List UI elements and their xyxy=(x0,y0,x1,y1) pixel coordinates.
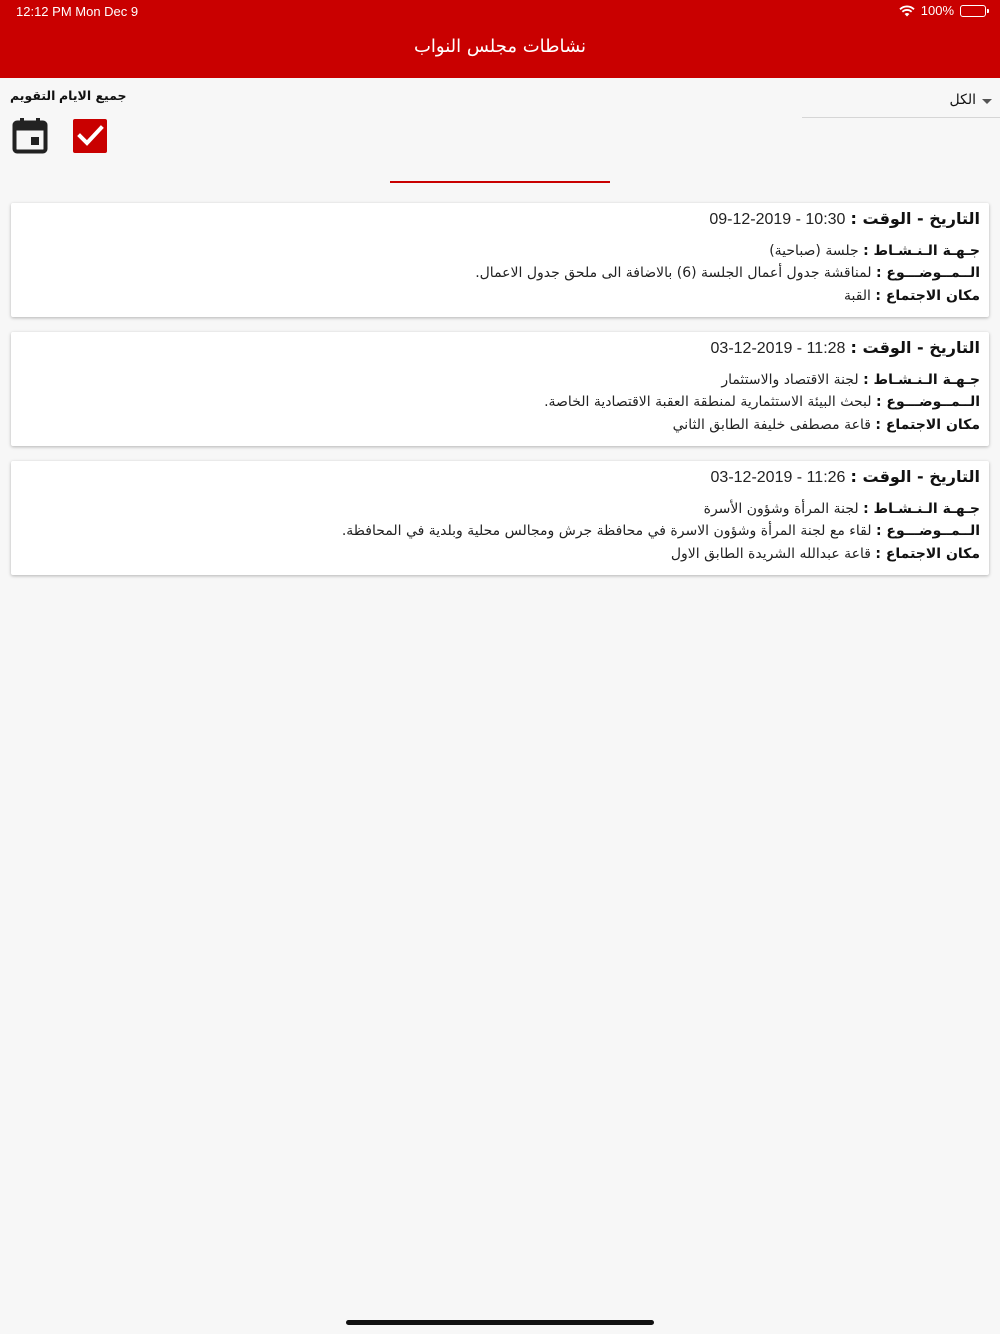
status-time: 12:12 PM Mon Dec 9 xyxy=(16,4,139,19)
wifi-icon xyxy=(899,5,915,17)
filter-dropdown[interactable] xyxy=(802,86,1000,118)
activity-subject-row xyxy=(342,523,980,539)
page-title: نشاطات مجلس النواب xyxy=(413,36,587,57)
activity-datetime-row xyxy=(711,338,980,358)
activity-party-row xyxy=(721,372,980,388)
activity-place-row xyxy=(673,417,980,433)
party-value: لجنة الاقتصاد والاستثمار xyxy=(721,372,859,388)
party-value: جلسة (صباحية) xyxy=(769,243,859,259)
place-value: القبة xyxy=(843,288,871,304)
datetime-label: التاريخ - الوقت : xyxy=(850,467,980,486)
activity-card[interactable] xyxy=(11,461,989,575)
activity-card[interactable] xyxy=(11,332,989,446)
place-label: مكان الاجتماع : xyxy=(875,546,980,562)
subject-label: الــمــوضـــوع : xyxy=(875,394,980,410)
home-indicator[interactable] xyxy=(346,1320,654,1325)
datetime-label: التاريخ - الوقت : xyxy=(850,209,980,228)
place-label: مكان الاجتماع : xyxy=(875,288,980,304)
tab-indicator xyxy=(390,181,610,183)
party-label: جـهـة الـنـشـاط : xyxy=(863,501,980,517)
activity-party-row xyxy=(704,501,980,517)
activity-card[interactable] xyxy=(11,203,989,317)
status-indicators xyxy=(899,3,986,18)
battery-icon xyxy=(960,5,986,17)
datetime-label: التاريخ - الوقت : xyxy=(850,338,980,357)
subject-value: لبحث البيئة الاستثمارية لمنطقة العقبة الاقتصادية الخاصة. xyxy=(544,394,872,410)
datetime-value: 11:26 - 2019-12-03 xyxy=(710,469,846,486)
activity-subject-row xyxy=(475,265,980,281)
subject-value: لقاء مع لجنة المرأة وشؤون الاسرة في محافظة جرش ومجالس محلية وبلدية في المحافظة. xyxy=(341,523,872,539)
subject-label: الــمــوضـــوع : xyxy=(875,523,980,539)
place-value: قاعة مصطفى خليفة الطابق الثاني xyxy=(672,417,871,433)
activity-subject-row xyxy=(544,394,980,410)
party-value: لجنة المرأة وشؤون الأسرة xyxy=(703,501,859,517)
activity-datetime-row xyxy=(709,209,980,229)
activity-datetime-row xyxy=(711,467,980,487)
subject-value: لمناقشة جدول أعمال الجلسة (6) بالاضافة الى ملحق جدول الاعمال. xyxy=(475,265,872,281)
battery-percent: 100% xyxy=(920,3,954,18)
app-header xyxy=(0,0,1000,78)
subject-label: الــمــوضـــوع : xyxy=(875,265,980,281)
all-days-checkbox[interactable] xyxy=(72,116,108,154)
party-label: جـهـة الـنـشـاط : xyxy=(863,243,980,259)
activity-place-row xyxy=(671,546,980,562)
calendar-label: التقويم xyxy=(10,88,56,103)
datetime-value: 10:30 - 2019-12-09 xyxy=(709,211,846,228)
activity-place-row xyxy=(844,288,980,304)
calendar-icon[interactable] xyxy=(12,116,48,154)
all-days-label: جميع الايام xyxy=(59,88,127,103)
caret-down-icon xyxy=(982,99,992,104)
dropdown-value: الكل xyxy=(949,92,976,108)
activity-party-row xyxy=(769,243,980,259)
party-label: جـهـة الـنـشـاط : xyxy=(863,372,980,388)
place-label: مكان الاجتماع : xyxy=(875,417,980,433)
place-value: قاعة عبدالله الشريدة الطابق الاول xyxy=(670,546,871,562)
datetime-value: 11:28 - 2019-12-03 xyxy=(710,340,846,357)
